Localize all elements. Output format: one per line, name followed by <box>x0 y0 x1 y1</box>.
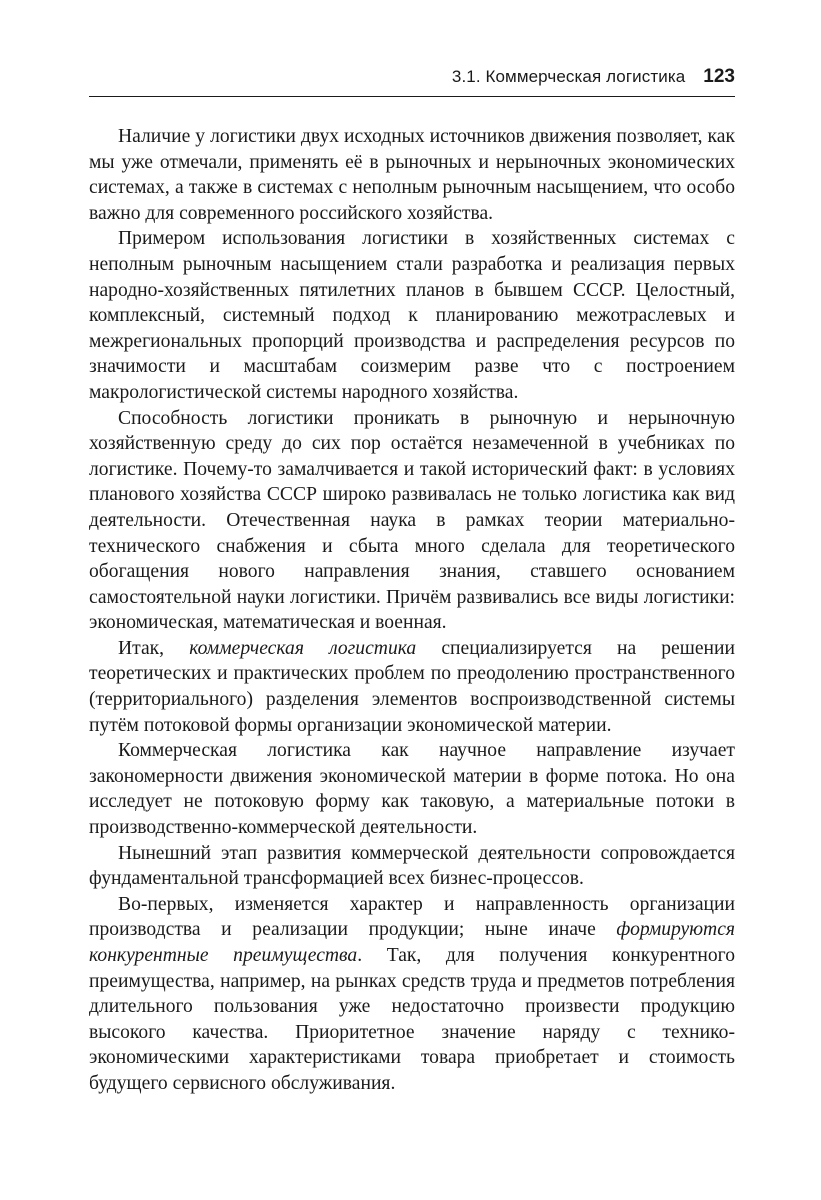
page-number: 123 <box>703 66 735 87</box>
term-commercial-logistics: коммерческая логистика <box>189 637 417 659</box>
term-competitive-advantages: формируются конкурентные преимущества <box>89 919 735 966</box>
paragraph-7 <box>89 892 735 1097</box>
paragraph-5: Коммерческая логистика как научное направление изучает закономерности движения экономической материи в форме потока. Но она исследует не потоковую форму как таковую, а материальные потоки в производственно-коммерческой деятельности. <box>89 740 735 839</box>
paragraph-4 <box>89 636 735 738</box>
paragraph-4-lead: Итак, <box>118 637 190 659</box>
paragraph-3: Способность логистики проникать в рыночную и нерыночную хозяйственную среду до сих пор остаётся незамеченной в учебниках по логистике. Почему-то замалчивается и такой исторический факт: в условиях планового хозяйства СССР широко развивалась не только логистика как вид деятельности. Отечественная наука в рамках теории материально-технического снабжения и сбыта много сделала для теоретического обогащения нового направления знания, ставшего основанием самостоятельной науки логистики. Причём развивались все виды логистики: экономическая, математическая и военная. <box>89 407 735 634</box>
paragraph-1: Наличие у логистики двух исходных источников движения позволяет, как мы уже отмечали, применять её в рыночных и нерыночных экономических системах, а также в системах с неполным рыночным насыщением, что особо важно для современного российского хозяйства. <box>89 126 735 224</box>
paragraph-7-lead: Во-первых, изменяется характер и направленность организации производства и реализации продукции; ныне иначе <box>89 893 735 941</box>
paragraph-4-rest: специализируется на решении теоретических и практических проблем по преодолению пространственного (территориального) разделения элементов воспроизводственной системы путём потоковой формы организации экономической материи. <box>89 637 735 736</box>
paragraph-2: Примером использования логистики в хозяйственных системах с неполным рыночным насыщением стали разработка и реализация первых народно-хозяйственных пятилетних планов в бывшем СССР. Целостный, комплексный, системный подход к планированию межотраслевых и межрегиональных пропорций производства и распределения ресурсов по значимости и масштабам соизмерим разве что с построением макрологистической системы народного хозяйства. <box>89 228 735 403</box>
paragraph-6: Нынешний этап развития коммерческой деятельности сопровождается фундаментальной трансформацией всех бизнес-процессов. <box>89 842 735 890</box>
body-text <box>89 124 735 1097</box>
section-title: 3.1. Коммерческая логистика <box>451 67 686 86</box>
running-header <box>89 66 735 97</box>
book-page <box>89 66 735 1097</box>
paragraph-7-rest: . Так, для получения конкурентного преимущества, например, на рынках средств труда и предметов потребления длительного пользования уже недостаточно произвести продукцию высокого качества. Приоритетное значение наряду с технико-экономическими характеристиками товара приобретает и стоимость будущего сервисного обслуживания. <box>89 945 736 1094</box>
